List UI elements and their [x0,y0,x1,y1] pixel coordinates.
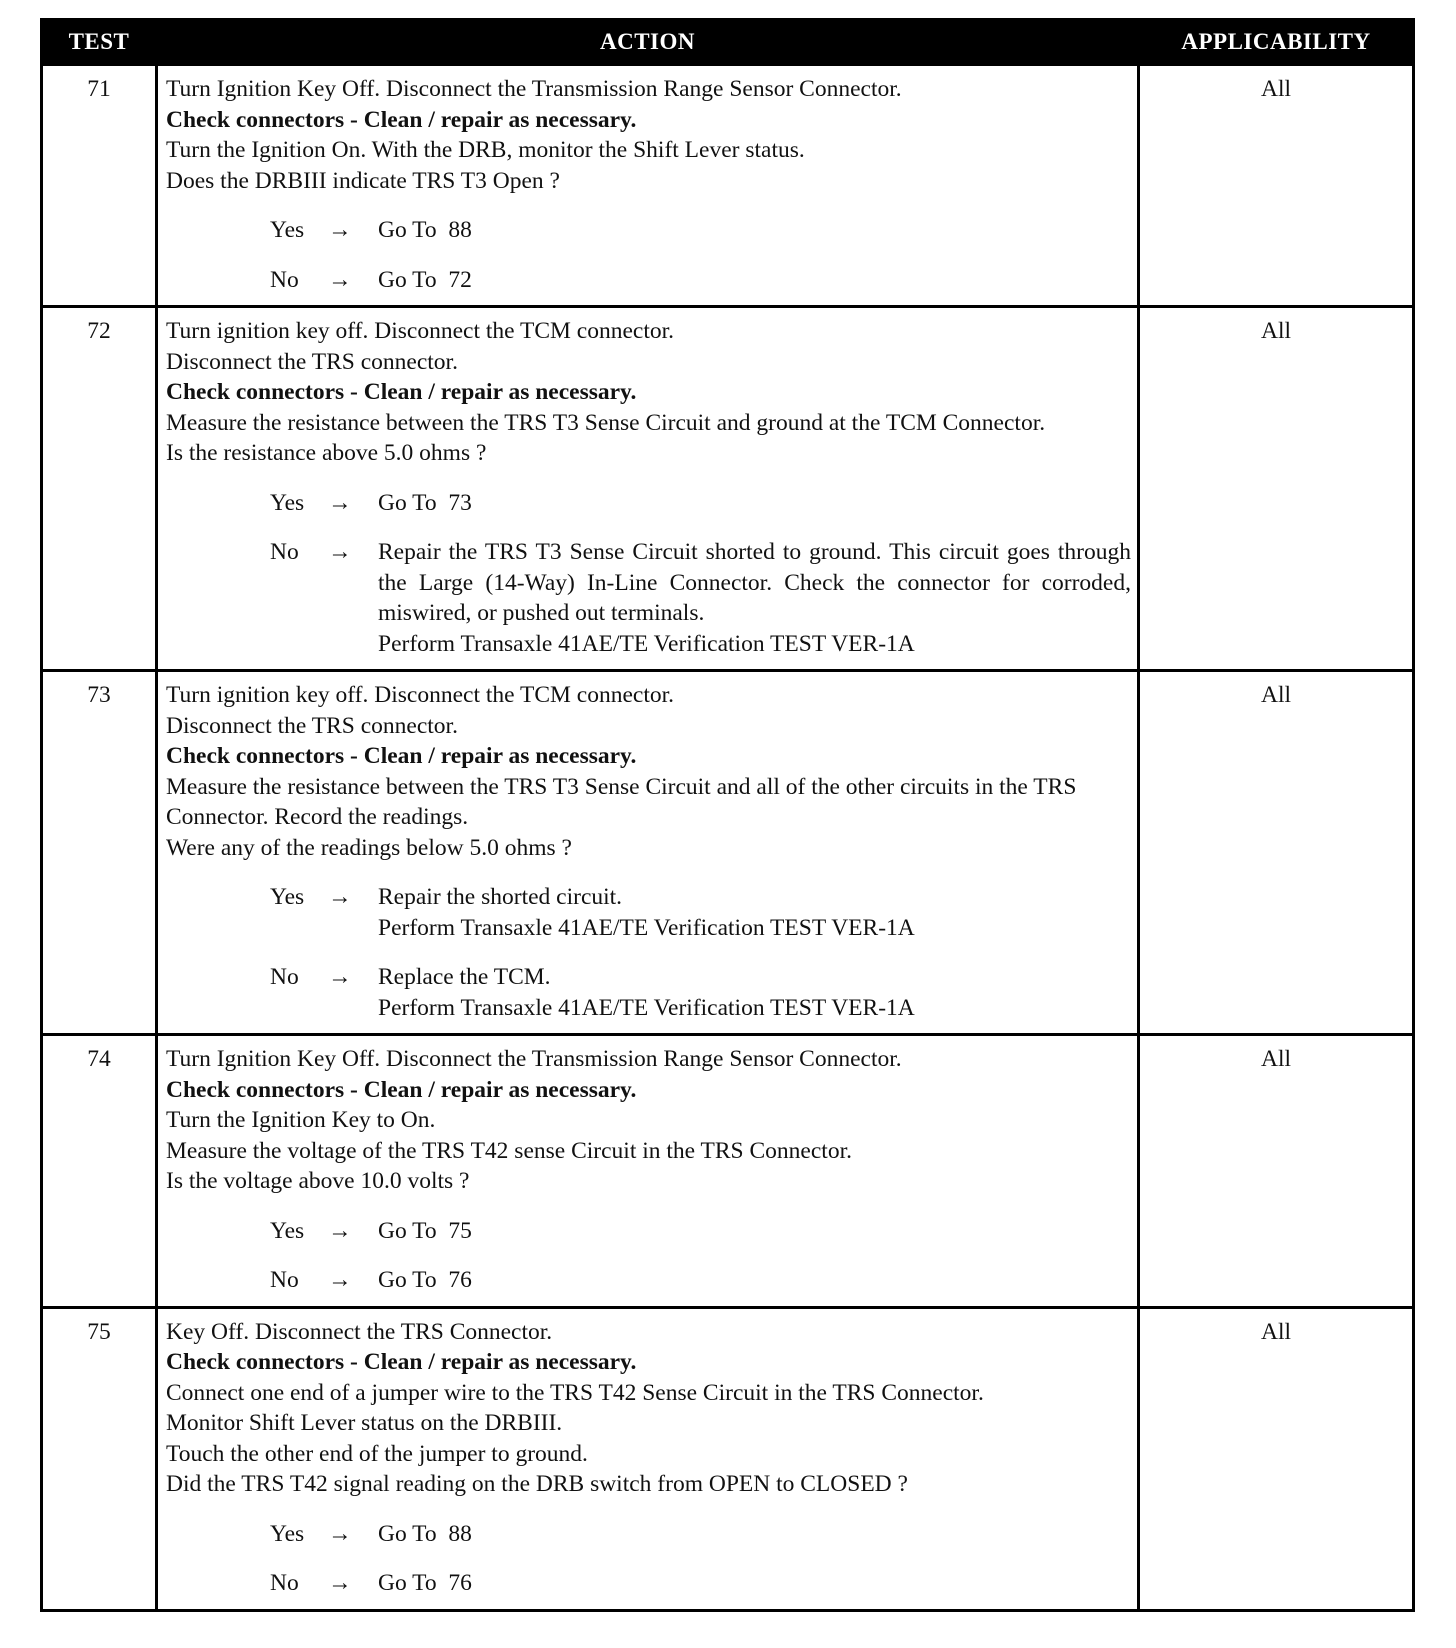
check-connectors-note: Check connectors - Clean / repair as necessary. [166,1076,637,1103]
answer-yes [166,1519,1131,1550]
diagnostic-test-table [40,18,1415,1612]
answer-yes-label: Yes [270,884,305,910]
test-number: 74 [42,1035,157,1308]
action-line: Does the DRBIII indicate TRS T3 Open ? [166,167,560,194]
applicability-value: All [1139,1307,1414,1610]
answer-branches [166,1519,1131,1599]
answer-branches [166,1216,1131,1296]
answer-no-text [378,265,1131,296]
action-cell [157,307,1139,671]
arrow-right-icon: → [328,964,352,990]
action-line: Were any of the readings below 5.0 ohms ? [166,834,572,861]
applicability-value: All [1139,671,1414,1035]
action-line: Connect one end of a jumper wire to the TRS T42 Sense Circuit in the TRS Connector. [166,1379,984,1406]
table-row [42,671,1414,1035]
arrow-right-icon: → [328,884,352,910]
answer-no-text [378,1568,1131,1599]
applicability-value: All [1139,1035,1414,1308]
answer-yes-label: Yes [270,217,305,243]
answer-line: Go To 88 [378,217,472,243]
answer-line: Go To 76 [378,1267,472,1293]
answer-yes-label: Yes [270,1520,305,1547]
answer-yes-text [378,215,1131,246]
answer-no [166,265,1131,296]
arrow-right-icon: → [328,1267,352,1293]
arrow-right-icon: → [328,266,352,293]
answer-branches [166,215,1131,295]
answer-no-text [378,537,1137,659]
action-cell [157,65,1139,307]
answer-yes-label: Yes [270,489,305,516]
action-line: Turn ignition key off. Disconnect the TCM connector. [166,682,675,708]
answer-yes-text [378,882,1131,943]
action-line: Turn Ignition Key Off. Disconnect the Transmission Range Sensor Connector. [166,76,902,102]
answer-yes [166,882,1131,943]
test-number: 75 [42,1307,157,1610]
applicability-value: All [1139,307,1414,671]
answer-yes [166,488,1131,519]
answer-line: Go To 75 [378,1217,472,1244]
action-cell [157,671,1139,1035]
answer-no [166,1568,1131,1599]
answer-yes-text [378,488,1131,519]
table-row [42,1035,1414,1308]
applicability-value: All [1139,65,1414,307]
answer-no [166,962,1131,1023]
header-action: ACTION [157,20,1139,65]
arrow-right-icon: → [328,1217,352,1244]
check-connectors-note: Check connectors - Clean / repair as necessary. [166,106,637,133]
action-line: Did the TRS T42 signal reading on the DRB switch from OPEN to CLOSED ? [166,1471,908,1497]
action-line: Measure the resistance between the TRS T3 Sense Circuit and ground at the TCM Connector. [166,409,1046,436]
action-line: Key Off. Disconnect the TRS Connector. [166,1318,553,1345]
arrow-right-icon: → [328,489,352,516]
arrow-right-icon: → [328,217,352,243]
answer-yes [166,1216,1131,1247]
answer-line: Go To 72 [378,266,472,293]
check-connectors-note: Check connectors - Clean / repair as necessary. [166,1349,637,1375]
action-line: Turn the Ignition On. With the DRB, monitor the Shift Lever status. [166,137,805,163]
table-body [42,65,1414,1611]
answer-branches [166,882,1131,1023]
check-connectors-note: Check connectors - Clean / repair as necessary. [166,743,637,769]
answer-line: Replace the TCM. [378,964,551,990]
arrow-right-icon: → [328,1570,352,1596]
answer-no-label: No [270,1570,299,1596]
answer-line: Go To 76 [378,1570,472,1596]
header-applicability: APPLICABILITY [1139,20,1414,65]
answer-no-label: No [270,1267,299,1293]
answer-no-text [378,1265,1131,1296]
table-row [42,65,1414,307]
answer-no-label: No [270,964,299,990]
answer-line: Perform Transaxle 41AE/TE Verification TEST VER-1A [378,630,915,657]
answer-no-text [378,962,1131,1023]
answer-line: Go To 73 [378,489,472,516]
action-line: Is the voltage above 10.0 volts ? [166,1168,470,1194]
answer-branches [166,488,1137,660]
arrow-right-icon: → [328,539,352,565]
check-connectors-note: Check connectors - Clean / repair as necessary. [166,379,637,405]
action-line: Touch the other end of the jumper to ground. [166,1440,588,1467]
answer-line: Repair the TRS T3 Sense Circuit shorted to ground. This circuit goes through the Large (14-Way) In-Line Connector. Check the connector for corroded, miswired, or pushed out terminals. [378,539,1137,626]
test-number: 71 [42,65,157,307]
action-line: Turn ignition key off. Disconnect the TCM connector. [166,318,675,344]
answer-yes-label: Yes [270,1217,305,1244]
action-line: Turn Ignition Key Off. Disconnect the Transmission Range Sensor Connector. [166,1046,902,1072]
action-line: Turn the Ignition Key to On. [166,1107,436,1133]
header-test: TEST [42,20,157,65]
table-row [42,307,1414,671]
table-row [42,1307,1414,1610]
action-cell [157,1035,1139,1308]
answer-line: Repair the shorted circuit. [378,884,623,910]
test-number: 73 [42,671,157,1035]
answer-yes [166,215,1131,246]
answer-no [166,537,1137,659]
action-line: Is the resistance above 5.0 ohms ? [166,440,487,466]
answer-line: Perform Transaxle 41AE/TE Verification TEST VER-1A [378,994,915,1021]
action-cell [157,1307,1139,1610]
answer-no-label: No [270,539,299,565]
answer-yes-text [378,1519,1131,1550]
action-line: Disconnect the TRS connector. [166,712,458,739]
table-header-row [42,20,1414,65]
answer-line: Go To 88 [378,1520,472,1547]
answer-no [166,1265,1131,1296]
arrow-right-icon: → [328,1520,352,1547]
action-line: Disconnect the TRS connector. [166,348,458,375]
answer-no-label: No [270,266,299,293]
action-line: Measure the voltage of the TRS T42 sense Circuit in the TRS Connector. [166,1137,852,1164]
action-line: Monitor Shift Lever status on the DRBIII. [166,1410,563,1436]
answer-line: Perform Transaxle 41AE/TE Verification TEST VER-1A [378,914,915,941]
test-number: 72 [42,307,157,671]
answer-yes-text [378,1216,1131,1247]
action-line: Measure the resistance between the TRS T3 Sense Circuit and all of the other circuits in the TRS Connector. Record the readings. [166,773,1077,830]
